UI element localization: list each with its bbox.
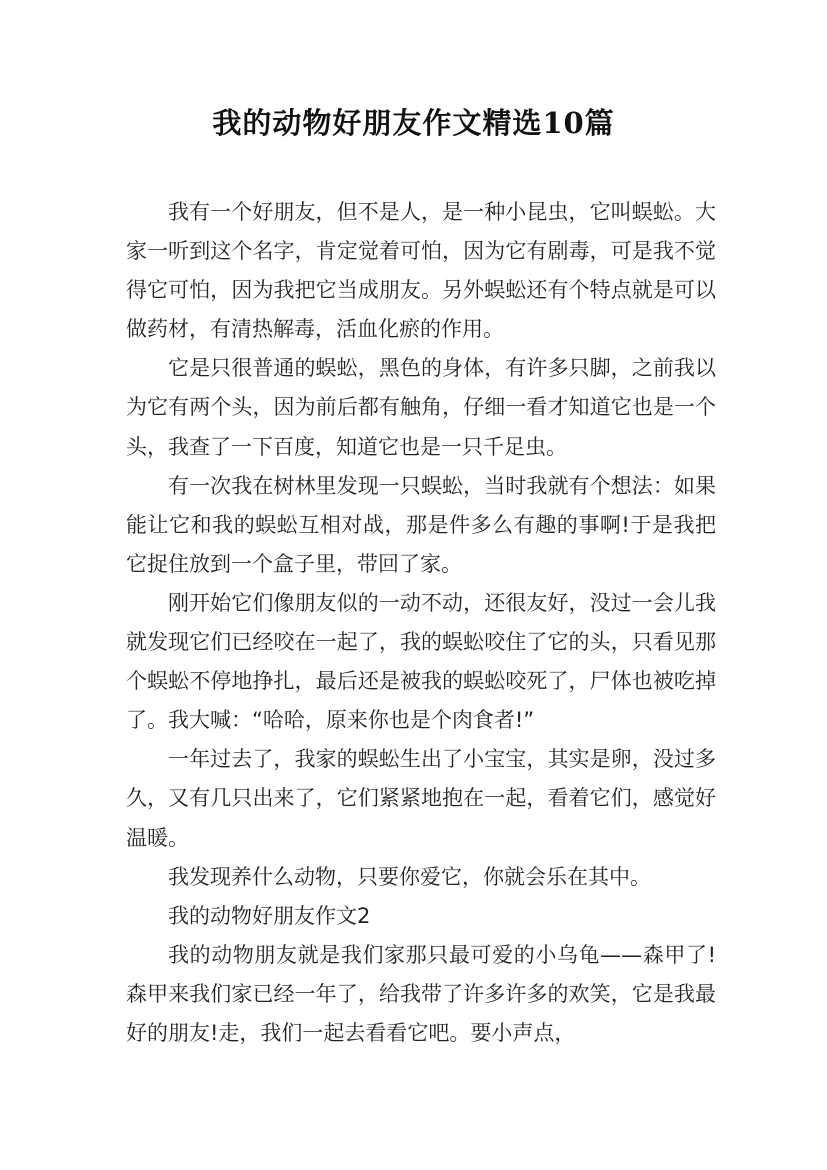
paragraph: 一年过去了，我家的蜈蚣生出了小宝宝，其实是卵，没过多久，又有几只出来了，它们紧紧地抱在一起，看着它们，感觉好温暖。	[126, 747, 716, 850]
paragraph: 它是只很普通的蜈蚣，黑色的身体，有许多只脚，之前我以为它有两个头，因为前后都有触角，仔细一看才知道它也是一个头，我查了一下百度，知道它也是一只千足虫。	[126, 356, 716, 459]
section-heading: 我的动物好朋友作文2	[168, 903, 371, 928]
paragraph: 我有一个好朋友，但不是人，是一种小昆虫，它叫蜈蚣。大家一听到这个名字，肯定觉着可怕，因为它有剧毒，可是我不觉得它可怕，因为我把它当成朋友。另外蜈蚣还有个特点就是可以做药材，有清热解毒，活血化瘀的作用。	[126, 200, 716, 342]
paragraph: 有一次我在树林里发现一只蜈蚣，当时我就有个想法：如果能让它和我的蜈蚣互相对战，那是件多么有趣的事啊!于是我把它捉住放到一个盒子里，带回了家。	[126, 473, 716, 576]
paragraph: 我的动物朋友就是我们家那只最可爱的小乌龟——森甲了!森甲来我们家已经一年了，给我带了许多许多的欢笑，它是我最好的朋友!走，我们一起去看看它吧。要小声点，	[126, 942, 716, 1045]
document-title: 我的动物好朋友作文精选10篇	[212, 106, 615, 140]
paragraph: 我发现养什么动物，只要你爱它，你就会乐在其中。	[168, 864, 651, 889]
paragraph: 刚开始它们像朋友似的一动不动，还很友好，没过一会儿我就发现它们已经咬在一起了，我的蜈蚣咬住了它的头，只看见那个蜈蚣不停地挣扎，最后还是被我的蜈蚣咬死了，尸体也被吃掉了。我大喊：“哈哈，原来你也是个肉食者!”	[126, 590, 716, 733]
document-body	[126, 193, 716, 1053]
